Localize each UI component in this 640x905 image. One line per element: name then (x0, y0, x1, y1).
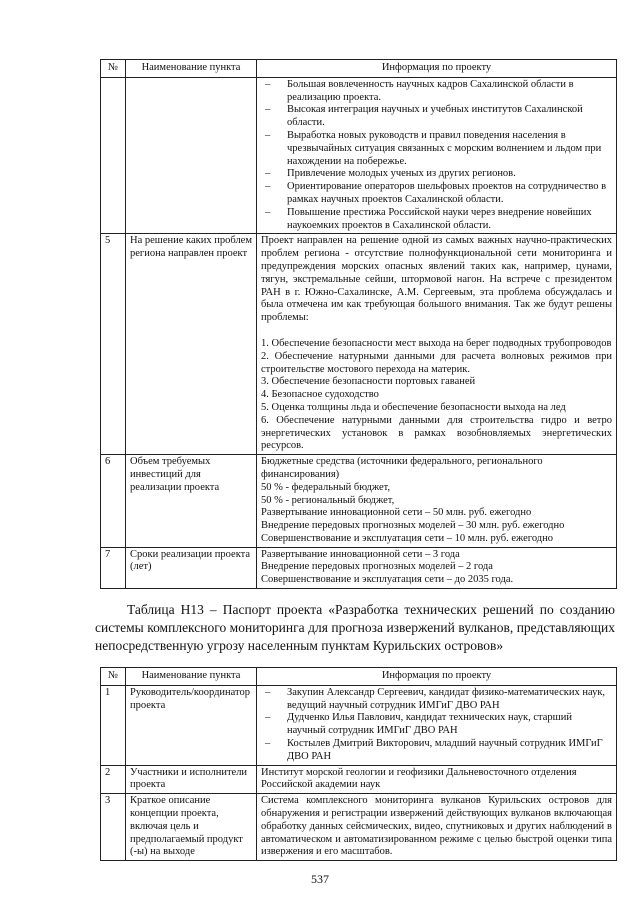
text-line: Совершенствование и эксплуатация сети – 10 млн. руб. ежегодно (261, 532, 553, 544)
text-line: Совершенствование и эксплуатация сети – до 2035 года. (261, 574, 514, 586)
col-header-project-info: Информация по проекту (257, 60, 617, 78)
row-name-cell: Участники и исполнители проекта (126, 765, 257, 794)
table-row (101, 77, 617, 234)
table-caption: Таблица Н13 – Паспорт проекта «Разработка технических решений по созданию системы комплексного мониторинга для прогноза извержений вулканов, представляющих непосредственную угрозу населенным пунктам Курильских островов» (95, 602, 615, 653)
table-row (101, 685, 617, 765)
col-header-number: № (101, 668, 126, 686)
list-item: – Большая вовлеченность научных кадров Сахалинской области в реализацию проекта. (261, 79, 612, 105)
row-number-cell: 7 (101, 547, 126, 588)
list-item: 4. Безопасное судоходство (261, 389, 379, 401)
row-name-cell: На решение каких проблем региона направлен проект (126, 234, 257, 455)
text-line: Развертывание инновационной сети – 3 года (261, 548, 460, 560)
row-number-cell: 5 (101, 234, 126, 455)
list-item: – Выработка новых руководств и правил поведения населения в чрезвычайных ситуация связанных с морским волнением и льдом при нахождении на побережье. (261, 130, 612, 168)
row-info-cell (257, 77, 617, 234)
text-line: 50 % - региональный бюджет, (261, 494, 395, 506)
project-passport-table (100, 667, 617, 861)
text-line: Внедрение передовых прогнозных моделей – 30 млн. руб. ежегодно (261, 520, 565, 532)
row-info-cell: Институт морской геологии и геофизики Дальневосточного отделения Российской академии наук (257, 765, 617, 794)
table-row (101, 765, 617, 794)
row-name-cell (126, 77, 257, 234)
row-number-cell: 3 (101, 794, 126, 861)
row-number-cell: 6 (101, 455, 126, 548)
table-row (101, 794, 617, 861)
list-item: – Ориентирование операторов шельфовых проектов на сотрудничество в рамках научных проектов Сахалинской области. (261, 181, 612, 207)
text-line: Развертывание инновационной сети – 50 млн. руб. ежегодно (261, 507, 532, 519)
col-header-item-name: Наименование пункта (126, 668, 257, 686)
list-item: – Привлечение молодых ученых из других регионов. (261, 168, 612, 181)
row-info-cell (257, 685, 617, 765)
row-number-cell (101, 77, 126, 234)
page-number: 537 (311, 872, 329, 886)
row-info-cell (257, 234, 617, 455)
leaders-list (261, 687, 612, 764)
paragraph: Проект направлен на решение одной из самых важных научно-практических проблем региона - отсутствие полнофункциональной сети мониторинга и предупреждения морских опасных явлений таких как, например, цунами, тягун, экстремальные сейши, штормовой нагон. На встрече с президентом РАН в г. Южно-Сахалинске, А.М. Сергеевым, эта проблема обсуждалась и была отмечена им как требующая большого внимания. Так же будут решены проблемы: (261, 235, 612, 324)
list-item: 5. Оценка толщины льда и обеспечение безопасности выхода на лед (261, 401, 566, 413)
table-header-row (101, 60, 617, 78)
text-line: 50 % - федеральный бюджет, (261, 481, 391, 493)
list-item: – Закупин Александр Сергеевич, кандидат физико-математических наук, ведущий научный сотрудник ИМГиГ ДВО РАН (261, 687, 612, 713)
table-row (101, 455, 617, 548)
row-name-cell: Краткое описание концепции проекта, включая цель и предполагаемый продукт (-ы) на выходе (126, 794, 257, 861)
row-number-cell: 1 (101, 685, 126, 765)
list-item: 2. Обеспечение натурными данными для расчета волновых режимов при строительстве мостового перехода на материк. (261, 350, 612, 375)
row-info-cell: Система комплексного мониторинга вулканов Курильских островов для обнаружения и регистрации извержений действующих вулканов включающая обработку данных сейсмических, видео, спутниковых и других наблюдений в автоматическом и автоматизированном режиме с целью быстрой оценки типа извержения и его масштабов. (257, 794, 617, 861)
table-header-row (101, 668, 617, 686)
col-header-item-name: Наименование пункта (126, 60, 257, 78)
row-name-cell: Сроки реализации проекта (лет) (126, 547, 257, 588)
list-item: – Костылев Дмитрий Викторович, младший научный сотрудник ИМГиГ ДВО РАН (261, 738, 612, 764)
text-line: Бюджетные средства (источники федерального, регионального финансирования) (261, 456, 543, 480)
row-info-cell (257, 547, 617, 588)
col-header-project-info: Информация по проекту (257, 668, 617, 686)
row-name-cell: Объем требуемых инвестиций для реализации проекта (126, 455, 257, 548)
row-name-cell: Руководитель/координатор проекта (126, 685, 257, 765)
benefits-list (261, 79, 612, 233)
list-item: 1. Обеспечение безопасности мест выхода на берег подводных трубопроводов (261, 337, 612, 349)
row-info-cell (257, 455, 617, 548)
list-item: 6. Обеспечение натурными данными для строительства гидро и ветро энергетических установок в рамках возобновляемых энергетических ресурсов. (261, 414, 612, 452)
list-item: 3. Обеспечение безопасности портовых гаваней (261, 376, 476, 388)
table-row (101, 234, 617, 455)
text-line: Внедрение передовых прогнозных моделей – 2 года (261, 561, 493, 573)
row-number-cell: 2 (101, 765, 126, 794)
col-header-number: № (101, 60, 126, 78)
list-item: – Дудченко Илья Павлович, кандидат технических наук, старший научный сотрудник ИМГиГ ДВО РАН (261, 712, 612, 738)
list-item: – Повышение престижа Российской науки через внедрение новейших наукоемких проектов в Сахалинской области. (261, 207, 612, 233)
project-table-1 (100, 59, 617, 589)
list-item: – Высокая интеграция научных и учебных институтов Сахалинской области. (261, 104, 612, 130)
table-row (101, 547, 617, 588)
